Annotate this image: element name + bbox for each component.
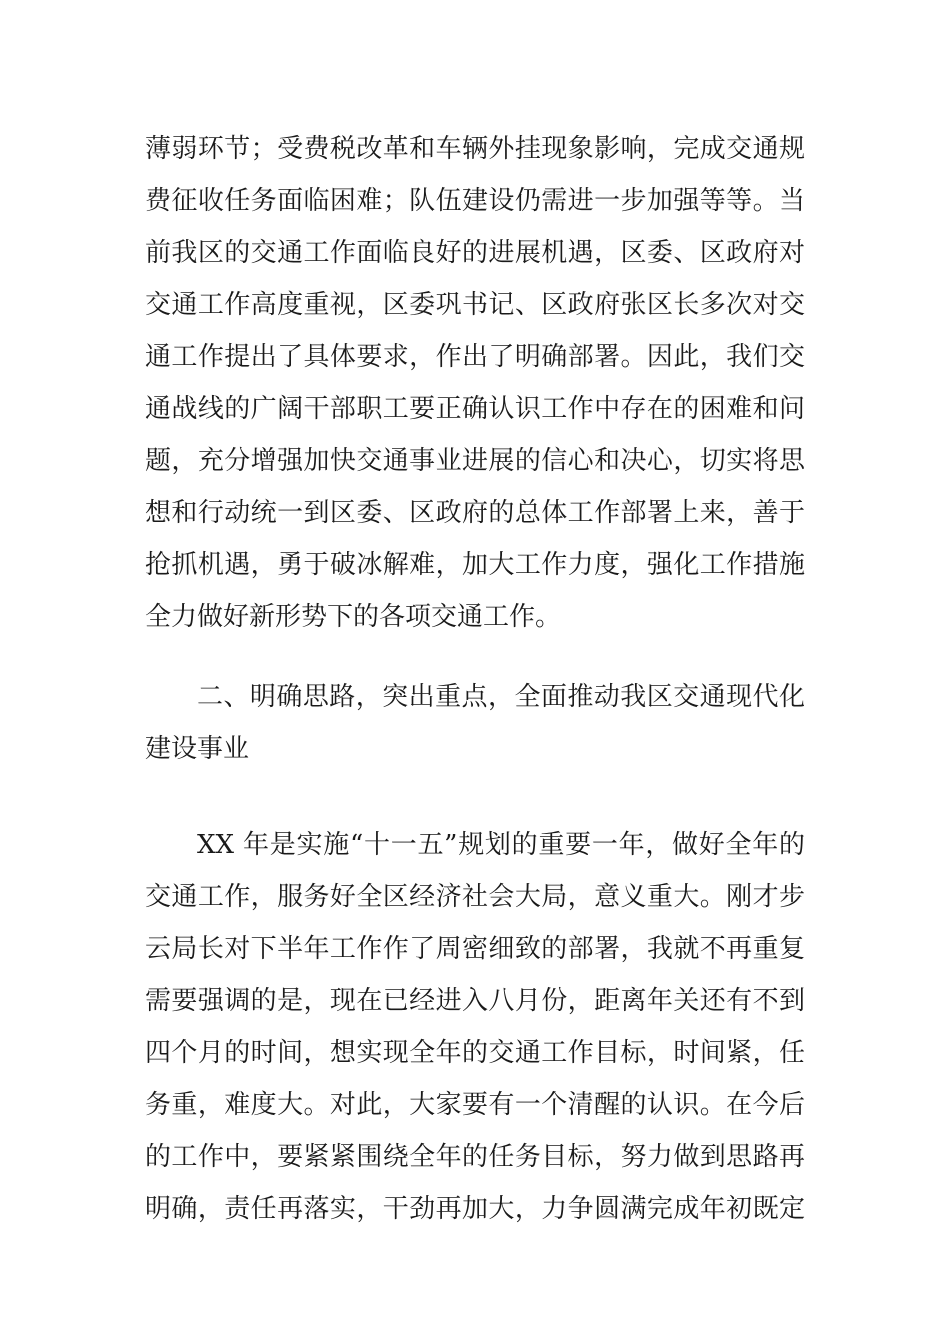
text-line: 费征收任务面临困难；队伍建设仍需进一步加强等等。当	[145, 186, 805, 216]
text-line: 明确，责任再落实，干劲再加大，力争圆满完成年初既定	[145, 1194, 805, 1224]
heading-line: 建设事业	[145, 734, 250, 764]
text-line: 想和行动统一到区委、区政府的总体工作部署上来，善于	[145, 498, 805, 528]
text-line: 四个月的时间，想实现全年的交通工作目标，时间紧，任	[145, 1038, 805, 1068]
text-line: 全力做好新形势下的各项交通工作。	[145, 602, 562, 632]
text-line: 云局长对下半年工作作了周密细致的部署，我就不再重复	[145, 934, 805, 964]
text-line: 通战线的广阔干部职工要正确认识工作中存在的困难和问	[145, 394, 805, 424]
text-line: 抢抓机遇，勇于破冰解难，加大工作力度，强化工作措施	[145, 550, 805, 580]
text-line: XX 年是实施“十一五”规划的重要一年，做好全年的	[197, 830, 805, 860]
text-line: 题，充分增强加快交通事业进展的信心和决心，切实将思	[145, 446, 805, 476]
text-line: 前我区的交通工作面临良好的进展机遇，区委、区政府对	[145, 238, 805, 268]
text-line: 交通工作，服务好全区经济社会大局，意义重大。刚才步	[145, 882, 805, 912]
heading-line: 二、明确思路，突出重点，全面推动我区交通现代化	[197, 682, 805, 712]
text-line: 需要强调的是，现在已经进入八月份，距离年关还有不到	[145, 986, 805, 1016]
text-line: 务重，难度大。对此，大家要有一个清醒的认识。在今后	[145, 1090, 805, 1120]
text-line: 通工作提出了具体要求，作出了明确部署。因此，我们交	[145, 342, 805, 372]
text-line: 薄弱环节；受费税改革和车辆外挂现象影响，完成交通规	[145, 134, 805, 164]
text-line: 交通工作高度重视，区委巩书记、区政府张区长多次对交	[145, 290, 805, 320]
text-line: 的工作中，要紧紧围绕全年的任务目标，努力做到思路再	[145, 1142, 805, 1172]
